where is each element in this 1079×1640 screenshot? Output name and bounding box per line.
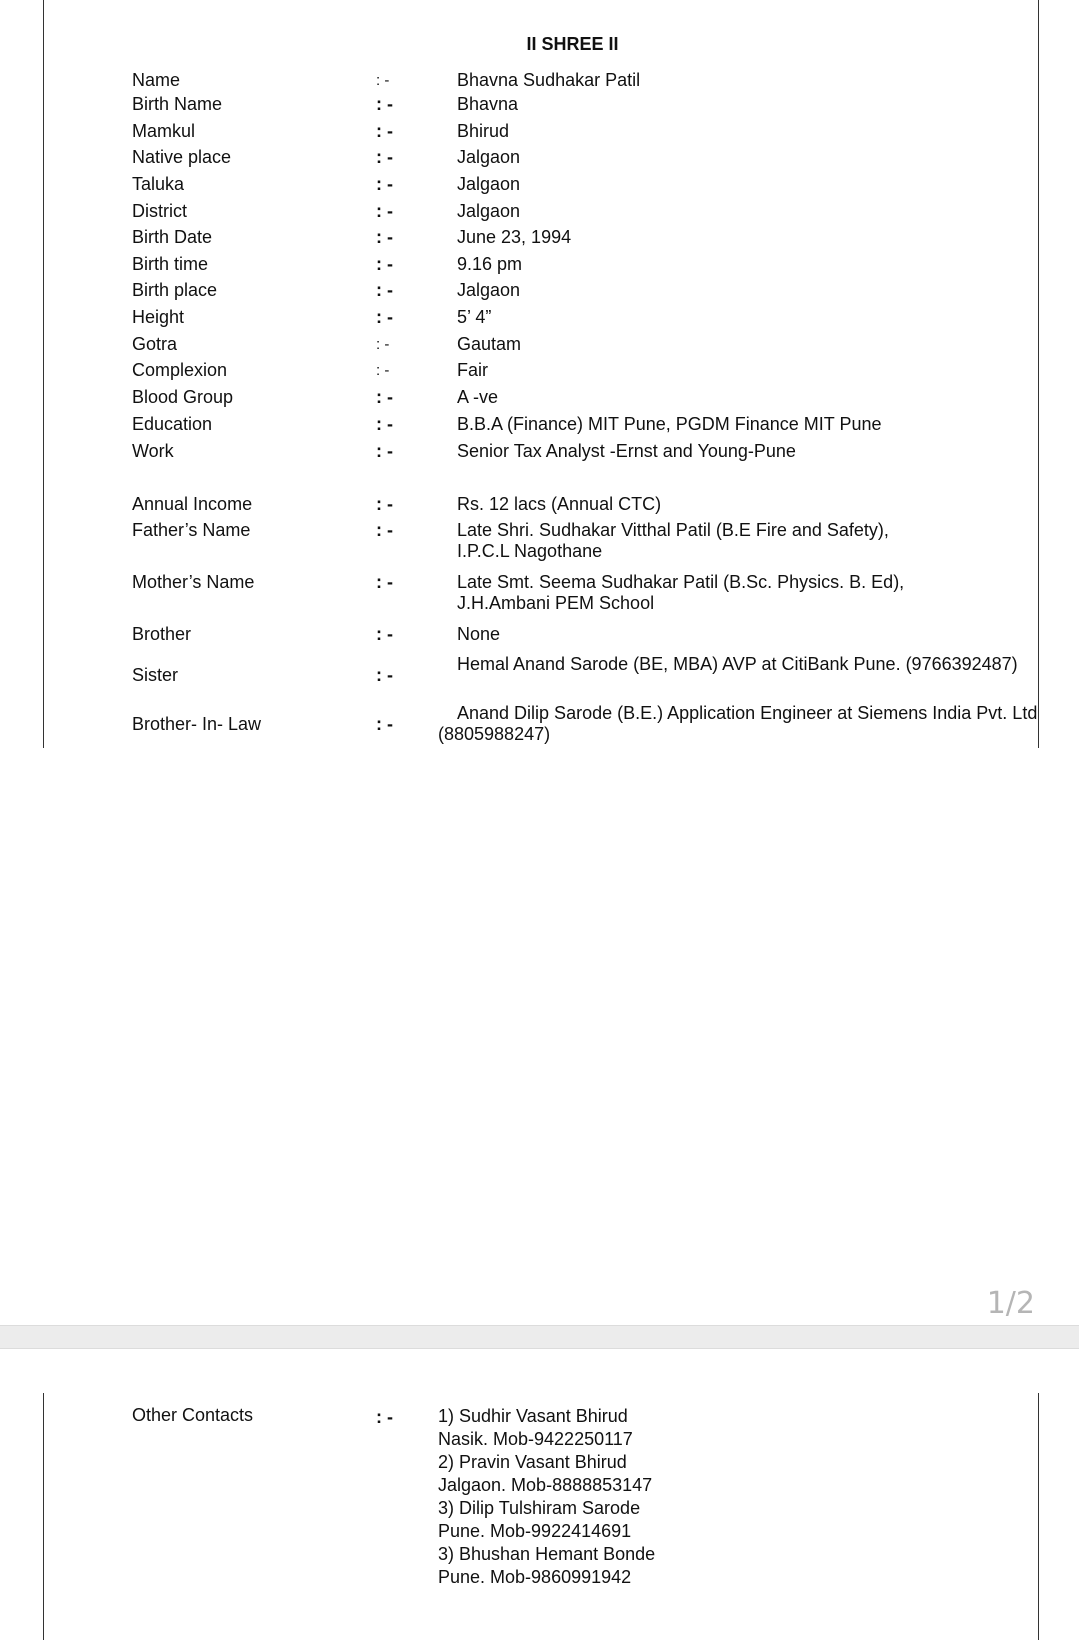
field-separator: : -: [376, 147, 393, 167]
field-value-line-2: I.P.C.L Nagothane: [457, 541, 603, 561]
field-separator: : -: [376, 336, 390, 353]
field-value: Hemal Anand Sarode (BE, MBA) AVP at CitiBank Pune. (9766392487): [457, 654, 1018, 674]
contact-line: Pune. Mob-9860991942: [438, 1567, 632, 1587]
contact-line: 3) Dilip Tulshiram Sarode: [438, 1498, 641, 1518]
field-separator: : -: [376, 254, 393, 274]
field-separator: : -: [376, 201, 393, 221]
field-separator: : -: [376, 520, 393, 540]
field-label: District: [132, 201, 187, 221]
field-label: Name: [132, 70, 181, 90]
contact-line: Jalgaon. Mob-8888853147: [438, 1475, 653, 1495]
page-heading: II SHREE II: [526, 34, 619, 54]
field-value: Jalgaon: [457, 201, 521, 221]
field-separator: : -: [376, 441, 393, 461]
contact-line: Pune. Mob-9922414691: [438, 1521, 632, 1541]
field-label: Annual Income: [132, 494, 253, 514]
field-label: Mamkul: [132, 121, 196, 141]
field-separator: : -: [376, 714, 393, 734]
field-separator: : -: [376, 94, 393, 114]
field-label: Education: [132, 414, 213, 434]
field-separator: : -: [376, 414, 393, 434]
field-value: A -ve: [457, 387, 499, 407]
field-separator: : -: [376, 665, 393, 685]
page-right-border: [1038, 1393, 1039, 1640]
field-label: Brother: [132, 624, 192, 644]
field-label: Native place: [132, 147, 232, 167]
field-label: Gotra: [132, 334, 178, 354]
field-label: Birth time: [132, 254, 209, 274]
field-separator: : -: [376, 121, 393, 141]
field-value: Jalgaon: [457, 280, 521, 300]
field-separator: : -: [376, 362, 390, 379]
field-label: Brother- In- Law: [132, 714, 262, 734]
field-separator: : -: [376, 572, 393, 592]
page-left-border: [43, 1393, 44, 1640]
contact-line: Nasik. Mob-9422250117: [438, 1429, 633, 1449]
field-label: Complexion: [132, 360, 228, 380]
field-value: Fair: [457, 360, 488, 380]
field-label: Other Contacts: [132, 1405, 254, 1425]
field-value: June 23, 1994: [457, 227, 572, 247]
field-label: Father’s Name: [132, 520, 251, 540]
field-value: Late Shri. Sudhakar Vitthal Patil (B.E Fire and Safety),: [457, 520, 889, 540]
page-right-border: [1038, 0, 1039, 748]
field-value-line-2: J.H.Ambani PEM School: [457, 593, 655, 613]
field-value: 9.16 pm: [457, 254, 523, 274]
field-label: Height: [132, 307, 185, 327]
other-contacts-list: [438, 1405, 655, 1589]
field-separator: : -: [376, 227, 393, 247]
field-value: Bhavna Sudhakar Patil: [457, 70, 641, 90]
field-separator: : -: [376, 624, 393, 644]
page-left-border: [43, 0, 44, 748]
document-page-2: [0, 1349, 1079, 1640]
field-separator: : -: [376, 494, 393, 514]
field-value: Senior Tax Analyst -Ernst and Young-Pune: [457, 441, 796, 461]
field-label: Mother’s Name: [132, 572, 255, 592]
field-value: Bhavna: [457, 94, 519, 114]
field-value: Anand Dilip Sarode (B.E.) Application Engineer at Siemens India Pvt. Ltd (8805988247): [438, 703, 1038, 744]
field-label: Birth place: [132, 280, 218, 300]
field-label: Sister: [132, 665, 179, 685]
field-value: None: [457, 624, 501, 644]
field-value: Late Smt. Seema Sudhakar Patil (B.Sc. Physics. B. Ed),: [457, 572, 905, 592]
field-label: Work: [132, 441, 174, 461]
field-separator: : -: [376, 307, 393, 327]
field-separator: : -: [376, 280, 393, 300]
field-separator: : -: [376, 174, 393, 194]
field-label: Taluka: [132, 174, 185, 194]
field-separator: : -: [376, 72, 390, 89]
field-separator: : -: [376, 1407, 393, 1427]
contact-line: 3) Bhushan Hemant Bonde: [438, 1544, 656, 1564]
page-number-indicator: 1/2: [986, 1286, 1035, 1321]
field-value: Rs. 12 lacs (Annual CTC): [457, 494, 662, 514]
field-value: B.B.A (Finance) MIT Pune, PGDM Finance MIT Pune: [457, 414, 882, 434]
field-value: Bhirud: [457, 121, 510, 141]
contact-line: 1) Sudhir Vasant Bhirud: [438, 1406, 628, 1426]
page-separator: [0, 1325, 1079, 1349]
field-label: Birth Name: [132, 94, 223, 114]
field-value: Jalgaon: [457, 147, 521, 167]
field-label: Blood Group: [132, 387, 234, 407]
field-label: Birth Date: [132, 227, 213, 247]
field-value: Jalgaon: [457, 174, 521, 194]
contact-line: 2) Pravin Vasant Bhirud: [438, 1452, 627, 1472]
field-value: 5’ 4”: [457, 307, 492, 327]
field-value: Gautam: [457, 334, 522, 354]
field-separator: : -: [376, 387, 393, 407]
